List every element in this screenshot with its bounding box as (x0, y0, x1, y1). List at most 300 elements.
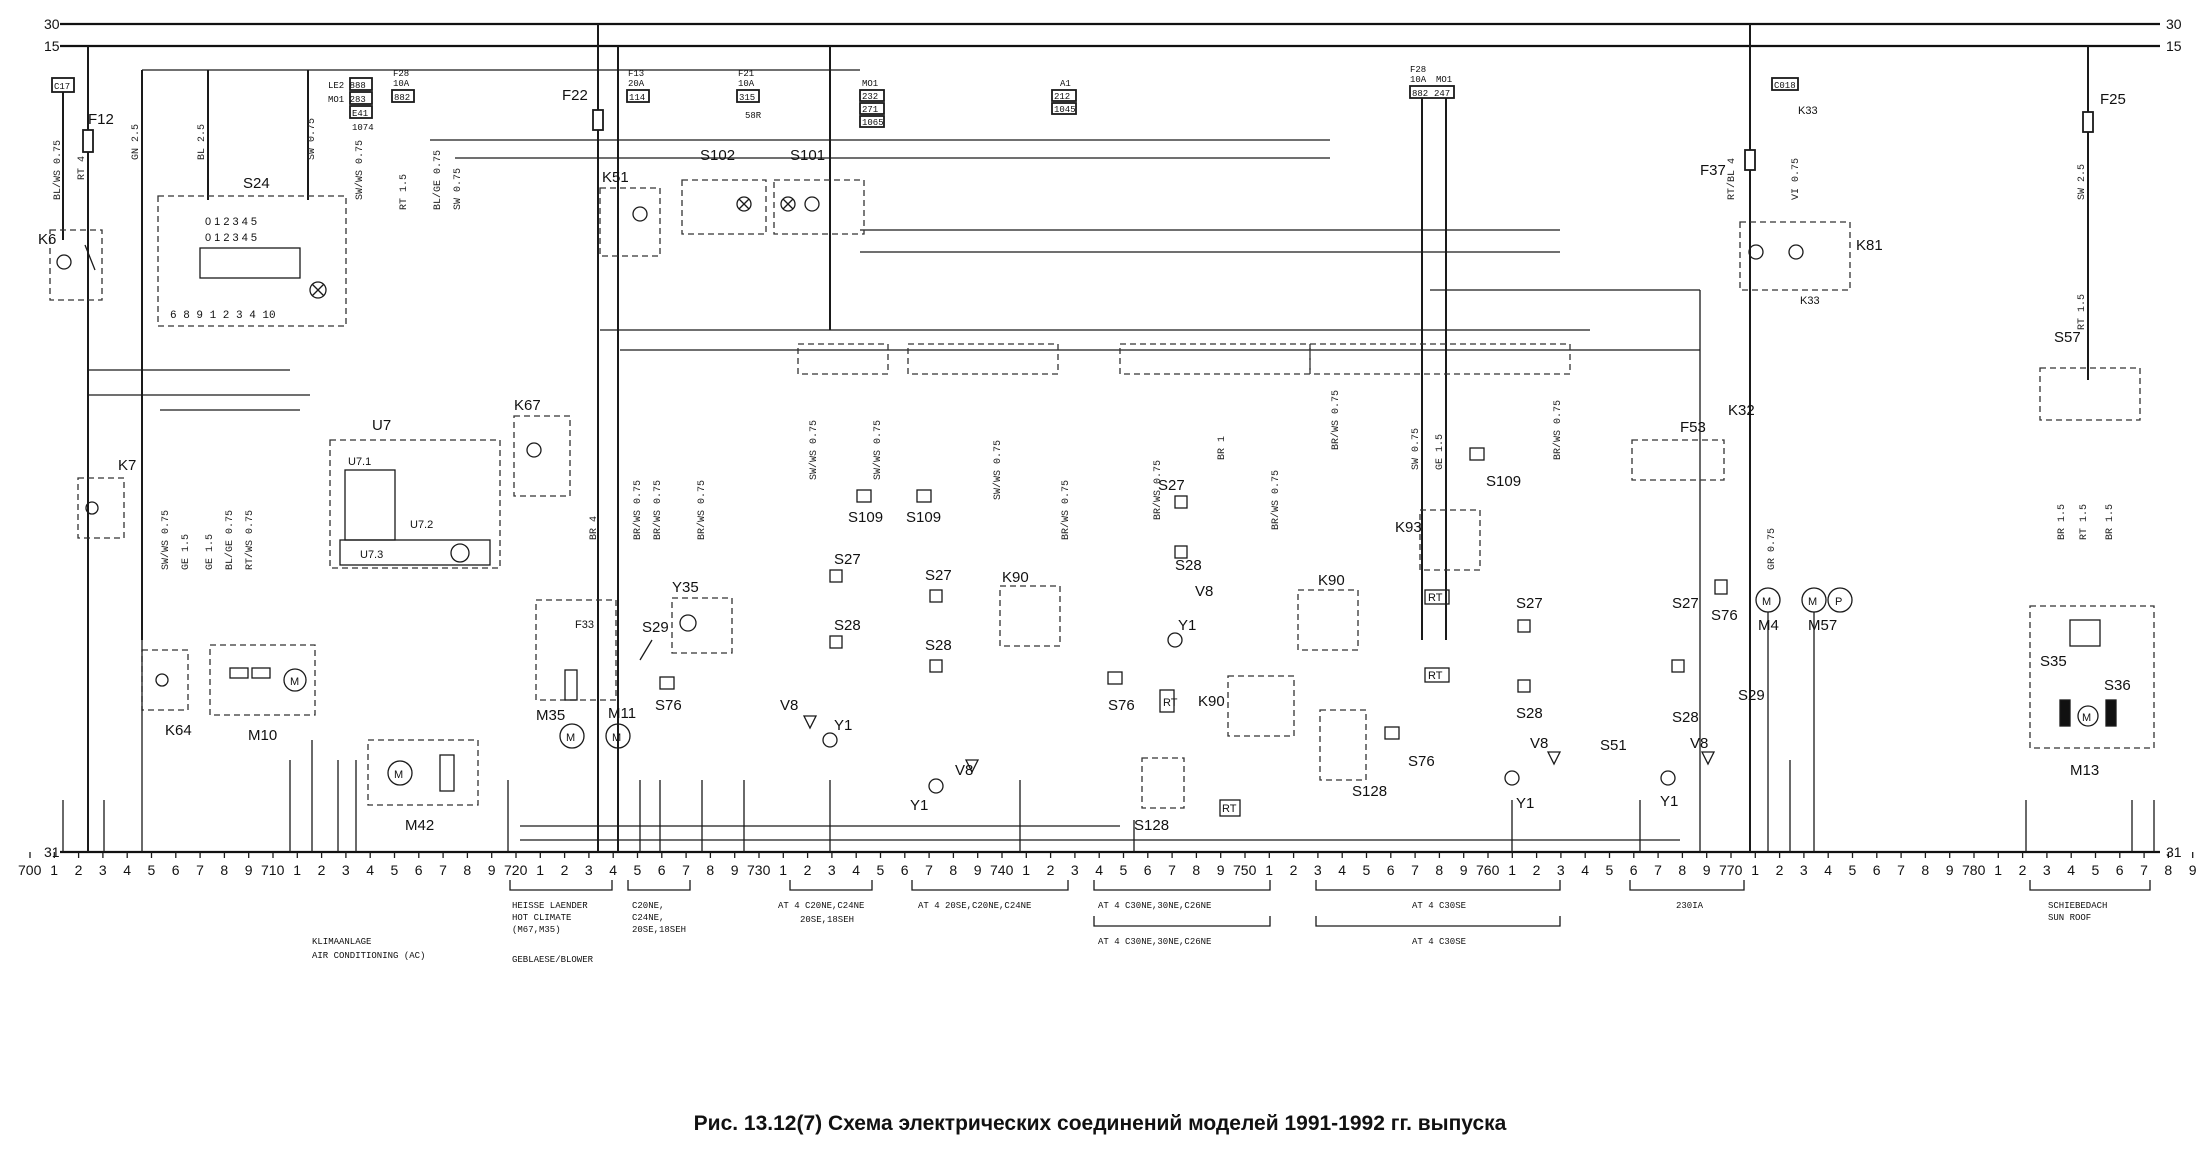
ruler-label: 1 (1751, 862, 1760, 878)
svg-text:M: M (2082, 712, 2092, 724)
ruler-label: 730 (747, 862, 771, 878)
svg-text:30: 30 (2166, 16, 2182, 32)
ruler-label: 8 (949, 862, 958, 878)
svg-text:F25: F25 (2100, 91, 2126, 108)
resistor-f33 (536, 600, 616, 700)
fuse-tag-le2 (328, 78, 374, 133)
svg-text:V8: V8 (1195, 583, 1214, 600)
svg-text:S28: S28 (1672, 709, 1699, 726)
power-bus-30 (44, 16, 2182, 32)
svg-text:S27: S27 (1158, 477, 1185, 494)
ruler-label: 9 (244, 862, 253, 878)
svg-text:GE 1.5: GE 1.5 (1435, 433, 1446, 470)
ruler-label: 710 (261, 862, 285, 878)
svg-text:M35: M35 (536, 707, 566, 724)
at-section-750 (906, 344, 1060, 814)
svg-text:M: M (394, 769, 404, 781)
svg-text:S102: S102 (700, 147, 736, 164)
svg-text:S57: S57 (2054, 329, 2081, 346)
ruler-label: 6 (1386, 862, 1395, 878)
ruler-label: 3 (1556, 862, 1565, 878)
ruler-label: 2 (2018, 862, 2027, 878)
fuse-tag-mo1 (860, 79, 884, 128)
svg-text:20SE,18SEH: 20SE,18SEH (632, 925, 687, 935)
ruler-label: 9 (1459, 862, 1468, 878)
svg-text:F22: F22 (562, 87, 588, 104)
svg-text:BL/GE 0.75: BL/GE 0.75 (225, 509, 236, 570)
ruler-label: 2 (1532, 862, 1541, 878)
svg-text:S27: S27 (1516, 595, 1543, 612)
ruler-label: 7 (1168, 862, 1176, 878)
svg-text:SW 0.75: SW 0.75 (453, 167, 464, 210)
svg-text:S128: S128 (1352, 783, 1388, 800)
ruler-label: 1 (293, 862, 302, 878)
motor-m11 (606, 705, 636, 748)
ruler-label: 7 (925, 862, 933, 878)
svg-text:BR/WS 0.75: BR/WS 0.75 (633, 479, 644, 540)
svg-text:31: 31 (44, 844, 60, 860)
fuse-tag-f28-a (392, 69, 414, 103)
svg-text:SW/WS 0.75: SW/WS 0.75 (993, 439, 1004, 500)
fuse-tag-a1 (1052, 79, 1076, 115)
fuse-f12 (83, 111, 114, 152)
ruler-label: 6 (171, 862, 180, 878)
relay-k81 (1740, 105, 1883, 307)
svg-text:BR 1.5: BR 1.5 (2105, 503, 2116, 540)
svg-text:F13: F13 (628, 69, 645, 79)
svg-text:SW 0.75: SW 0.75 (307, 117, 318, 160)
fuse-f22 (562, 87, 603, 130)
ruler-label: 3 (98, 862, 107, 878)
svg-text:K32: K32 (1728, 402, 1755, 419)
section-label-hot-climate (512, 901, 594, 965)
ruler-label: 8 (706, 862, 715, 878)
ruler-label: 7 (1411, 862, 1419, 878)
ruler-label: 6 (900, 862, 909, 878)
ruler-label: 5 (1119, 862, 1128, 878)
svg-text:K33: K33 (1798, 105, 1818, 117)
motor-m42 (368, 740, 478, 834)
figure-caption: Рис. 13.12(7) Схема электрических соединений моделей 1991-1992 гг. выпуска (693, 1112, 1507, 1135)
ruler-label: 3 (584, 862, 593, 878)
svg-text:M: M (612, 732, 622, 744)
svg-text:S24: S24 (243, 175, 270, 192)
svg-text:S76: S76 (655, 697, 682, 714)
svg-text:20SE,18SEH: 20SE,18SEH (800, 915, 855, 925)
svg-text:S51: S51 (1600, 737, 1627, 754)
ruler-label: 740 (990, 862, 1014, 878)
ruler-label: 4 (1824, 862, 1832, 878)
vertical-feeds (88, 24, 2088, 852)
svg-text:K93: K93 (1395, 519, 1422, 536)
power-bus-15 (44, 38, 2182, 54)
svg-text:230IA: 230IA (1676, 901, 1704, 911)
svg-text:U7.3: U7.3 (360, 549, 384, 561)
svg-text:BR/WS 0.75: BR/WS 0.75 (1061, 479, 1072, 540)
svg-text:K90: K90 (1002, 569, 1029, 586)
at-section-760a (1108, 344, 1310, 834)
svg-text:S109: S109 (848, 509, 884, 526)
fuse-tag-c018 (1772, 78, 1798, 91)
at-section-740 (780, 344, 888, 747)
sunroof-unit (2030, 606, 2154, 779)
svg-text:S28: S28 (925, 637, 952, 654)
ruler-label: 6 (2115, 862, 2124, 878)
svg-text:GE 1.5: GE 1.5 (205, 533, 216, 570)
svg-text:U7: U7 (372, 417, 392, 434)
ruler-label: 4 (852, 862, 860, 878)
svg-text:BL/WS 0.75: BL/WS 0.75 (53, 139, 64, 200)
ruler-label: 3 (1313, 862, 1322, 878)
module-u7 (330, 417, 500, 568)
ruler-label: 780 (1962, 862, 1986, 878)
fuse-tag-f13 (627, 69, 649, 103)
svg-text:S128: S128 (1134, 817, 1170, 834)
svg-text:Y1: Y1 (910, 797, 929, 814)
section-label-sunroof (2048, 901, 2107, 923)
svg-text:S76: S76 (1408, 753, 1435, 770)
svg-text:S27: S27 (925, 567, 952, 584)
svg-text:S28: S28 (834, 617, 861, 634)
svg-text:A1: A1 (1060, 79, 1071, 89)
svg-text:M: M (1762, 596, 1772, 608)
svg-text:315: 315 (739, 93, 756, 103)
svg-text:RT 1.5: RT 1.5 (2079, 503, 2090, 540)
svg-text:V8: V8 (1690, 735, 1709, 752)
relay-k6 (38, 230, 102, 300)
svg-text:GR 0.75: GR 0.75 (1767, 527, 1778, 570)
svg-text:AT 4 C30NE,30NE,C26NE: AT 4 C30NE,30NE,C26NE (1098, 901, 1212, 911)
fuse-tag-f21 (737, 69, 762, 121)
svg-text:RT 4: RT 4 (77, 155, 88, 180)
svg-text:SW/WS 0.75: SW/WS 0.75 (161, 509, 172, 570)
section-label-at-760a (1098, 901, 1211, 911)
ruler-label: 5 (390, 862, 399, 878)
svg-text:15: 15 (44, 38, 60, 54)
svg-text:SW 2.5: SW 2.5 (2077, 163, 2088, 200)
svg-text:M11: M11 (608, 705, 637, 722)
relay-k64 (142, 650, 192, 739)
svg-text:K6: K6 (38, 231, 57, 248)
svg-text:SCHIEBEDACH: SCHIEBEDACH (2048, 901, 2108, 911)
switch-s101 (774, 147, 864, 234)
svg-text:F28: F28 (1410, 65, 1427, 75)
ruler-label: 5 (1362, 862, 1371, 878)
svg-text:Y1: Y1 (1516, 795, 1535, 812)
ruler-label: 2 (1289, 862, 1298, 878)
svg-text:K90: K90 (1318, 572, 1345, 589)
switch-s57 (2040, 329, 2140, 420)
svg-text:SW/WS 0.75: SW/WS 0.75 (809, 419, 820, 480)
svg-text:AT 4 20SE,C20NE,C24NE: AT 4 20SE,C20NE,C24NE (918, 901, 1032, 911)
svg-text:AT 4 C30NE,30NE,C26NE: AT 4 C30NE,30NE,C26NE (1098, 937, 1212, 947)
svg-text:RT/BL 4: RT/BL 4 (1727, 157, 1738, 200)
svg-text:114: 114 (629, 93, 646, 103)
ruler-label: 1 (779, 862, 788, 878)
svg-text:RT/WS 0.75: RT/WS 0.75 (245, 509, 256, 570)
relay-k67 (514, 397, 570, 496)
ruler-label: 8 (2164, 862, 2173, 878)
svg-text:882: 882 (394, 93, 411, 103)
svg-text:RT: RT (1428, 592, 1443, 604)
ground-stubs (63, 612, 2154, 852)
svg-text:Y35: Y35 (672, 579, 699, 596)
svg-text:M: M (290, 676, 300, 688)
svg-text:58R: 58R (745, 111, 762, 121)
ruler-label: 1 (1508, 862, 1517, 878)
svg-text:S76: S76 (1711, 607, 1738, 624)
svg-text:S36: S36 (2104, 677, 2131, 694)
svg-text:SW/WS 0.75: SW/WS 0.75 (873, 419, 884, 480)
svg-text:271: 271 (862, 105, 879, 115)
svg-text:GE 1.5: GE 1.5 (181, 533, 192, 570)
svg-text:RT 1.5: RT 1.5 (2077, 293, 2088, 330)
ground-bus-31 (44, 844, 2182, 860)
relay-k51 (600, 169, 660, 256)
svg-text:0 1 2 3 4 5: 0 1 2 3 4 5 (205, 216, 257, 228)
section-label-at-760b (1098, 937, 1211, 947)
svg-text:BR/WS 0.75: BR/WS 0.75 (1271, 469, 1282, 530)
svg-text:F53: F53 (1680, 419, 1706, 436)
ruler-label: 750 (1233, 862, 1257, 878)
relay-k7 (78, 457, 136, 538)
ruler-label: 3 (1070, 862, 1079, 878)
svg-text:RT: RT (1163, 697, 1178, 709)
svg-text:RT 1.5: RT 1.5 (399, 173, 410, 210)
ruler-label: 9 (730, 862, 739, 878)
ruler-label: 2 (74, 862, 83, 878)
svg-text:BR/WS 0.75: BR/WS 0.75 (1153, 459, 1164, 520)
ruler-label: 4 (2067, 862, 2075, 878)
svg-text:S35: S35 (2040, 653, 2067, 670)
ruler-label: 5 (1605, 862, 1614, 878)
ruler-label: 7 (682, 862, 690, 878)
svg-text:K33: K33 (1800, 295, 1820, 307)
svg-text:M: M (566, 732, 576, 744)
svg-text:F37: F37 (1700, 162, 1726, 179)
ruler-label: 5 (876, 862, 885, 878)
svg-text:MO1: MO1 (1436, 75, 1453, 85)
svg-text:BR 1: BR 1 (1217, 435, 1228, 460)
switch-s29-a (640, 619, 669, 660)
svg-text:K90: K90 (1198, 693, 1225, 710)
ruler-label: 5 (2091, 862, 2100, 878)
svg-text:MO1: MO1 (862, 79, 879, 89)
svg-text:GEBLAESE/BLOWER: GEBLAESE/BLOWER (512, 955, 594, 965)
wire-codes (52, 118, 2116, 570)
switch-s102 (682, 147, 766, 234)
ruler-label: 3 (341, 862, 350, 878)
ruler-label: 760 (1476, 862, 1500, 878)
svg-text:S29: S29 (642, 619, 669, 636)
svg-text:C24NE,: C24NE, (632, 913, 665, 923)
svg-text:LE2 888: LE2 888 (328, 81, 366, 91)
ruler-label: 8 (1435, 862, 1444, 878)
ruler-label: 8 (1678, 862, 1687, 878)
ruler-label: 7 (196, 862, 204, 878)
svg-text:10A: 10A (1410, 75, 1427, 85)
svg-text:Y1: Y1 (1178, 617, 1197, 634)
svg-text:V8: V8 (780, 697, 799, 714)
svg-text:1045: 1045 (1054, 105, 1076, 115)
ruler-label: 2 (1046, 862, 1055, 878)
ruler-label: 4 (366, 862, 374, 878)
svg-text:BR 4: BR 4 (589, 515, 600, 540)
ruler-label: 7 (439, 862, 447, 878)
ruler-label: 9 (2188, 862, 2197, 878)
svg-text:F33: F33 (575, 619, 594, 631)
svg-text:U7.1: U7.1 (348, 456, 372, 468)
section-label-230ia (1676, 901, 1704, 911)
ruler-label: 8 (1192, 862, 1201, 878)
fuse-f25 (2083, 91, 2126, 132)
svg-text:882: 882 (1412, 89, 1429, 99)
ruler-label: 2 (1775, 862, 1784, 878)
svg-text:212: 212 (1054, 92, 1071, 102)
ruler-label: 9 (487, 862, 496, 878)
switch-s76-a (655, 677, 682, 714)
svg-text:SW/WS 0.75: SW/WS 0.75 (355, 139, 366, 200)
svg-text:M: M (1808, 596, 1818, 608)
section-label-at-770a (1412, 901, 1466, 911)
ruler-label: 6 (1872, 862, 1881, 878)
ruler-label: 4 (609, 862, 617, 878)
svg-text:Y1: Y1 (1660, 793, 1679, 810)
svg-text:M13: M13 (2070, 762, 2100, 779)
svg-text:SUN ROOF: SUN ROOF (2048, 913, 2092, 923)
svg-text:232: 232 (862, 92, 879, 102)
svg-text:KLIMAANLAGE: KLIMAANLAGE (312, 937, 372, 947)
svg-text:Y1: Y1 (834, 717, 853, 734)
svg-text:BR/WS 0.75: BR/WS 0.75 (1331, 389, 1342, 450)
ruler-label: 2 (803, 862, 812, 878)
ruler-label: 6 (1143, 862, 1152, 878)
svg-text:K67: K67 (514, 397, 541, 414)
svg-text:0 1 2 3 4 5: 0 1 2 3 4 5 (205, 232, 257, 244)
motor-m35 (536, 707, 584, 748)
svg-text:S28: S28 (1175, 557, 1202, 574)
svg-text:C20NE,: C20NE, (632, 901, 665, 911)
svg-text:F12: F12 (88, 111, 114, 128)
svg-text:AT 4 C30SE: AT 4 C30SE (1412, 937, 1467, 947)
svg-text:BL/GE 0.75: BL/GE 0.75 (433, 149, 444, 210)
section-label-at-770b (1412, 937, 1466, 947)
svg-text:U7.2: U7.2 (410, 519, 434, 531)
svg-text:247: 247 (1434, 89, 1451, 99)
ruler-label: 720 (504, 862, 528, 878)
ruler-label: 1 (536, 862, 545, 878)
svg-text:30: 30 (44, 16, 60, 32)
ruler-label: 4 (123, 862, 131, 878)
valve-y35 (672, 579, 732, 653)
svg-text:P: P (1835, 596, 1843, 608)
switch-s24 (158, 175, 346, 326)
ruler-label: 3 (827, 862, 836, 878)
svg-text:VI 0.75: VI 0.75 (1791, 157, 1802, 200)
ruler-label: 7 (1897, 862, 1905, 878)
ruler-label: 9 (1216, 862, 1225, 878)
section-label-ac (312, 937, 425, 961)
svg-text:AT 4 C30SE: AT 4 C30SE (1412, 901, 1467, 911)
svg-text:20A: 20A (628, 79, 645, 89)
svg-text:M4: M4 (1758, 617, 1779, 634)
section-label-at-750 (918, 901, 1031, 911)
svg-text:SW 0.75: SW 0.75 (1411, 427, 1422, 470)
svg-text:GN 2.5: GN 2.5 (131, 123, 142, 160)
svg-text:V8: V8 (955, 762, 974, 779)
svg-text:S29: S29 (1738, 687, 1765, 704)
ruler-label: 1 (1994, 862, 2003, 878)
svg-text:6 8 9 1 2 3 4 10: 6 8 9 1 2 3 4 10 (170, 310, 276, 322)
ruler-label: 6 (657, 862, 666, 878)
ruler-label: 8 (1921, 862, 1930, 878)
svg-text:F28: F28 (393, 69, 410, 79)
fuse-tag-f28-b (1410, 65, 1454, 640)
svg-text:15: 15 (2166, 38, 2182, 54)
ruler-label: 700 (18, 862, 42, 878)
ruler-label: 9 (1945, 862, 1954, 878)
svg-text:BR/WS 0.75: BR/WS 0.75 (653, 479, 664, 540)
svg-text:HOT CLIMATE: HOT CLIMATE (512, 913, 572, 923)
ruler-label: 1 (1265, 862, 1274, 878)
svg-text:E41: E41 (352, 109, 369, 119)
ruler-label: 3 (2042, 862, 2051, 878)
svg-text:K7: K7 (118, 457, 137, 474)
svg-text:BL 2.5: BL 2.5 (197, 123, 208, 160)
ruler-label: 2 (317, 862, 326, 878)
svg-text:C17: C17 (54, 82, 71, 92)
ruler-label: 770 (1719, 862, 1743, 878)
ruler-label: 3 (1799, 862, 1808, 878)
svg-text:1074: 1074 (352, 123, 374, 133)
section-230ia (1600, 402, 1765, 810)
blower-m10 (210, 645, 315, 744)
svg-text:AIR CONDITIONING (AC): AIR CONDITIONING (AC) (312, 951, 426, 961)
svg-text:10A: 10A (738, 79, 755, 89)
ruler-label: 1 (1022, 862, 1031, 878)
section-brackets (510, 880, 2150, 926)
svg-text:C018: C018 (1774, 81, 1796, 91)
section-label-at-740 (778, 901, 864, 925)
svg-text:S101: S101 (790, 147, 826, 164)
ruler-scale (18, 852, 2200, 878)
svg-text:RT: RT (1428, 670, 1443, 682)
svg-text:K81: K81 (1856, 237, 1883, 254)
svg-text:K64: K64 (165, 722, 192, 739)
svg-text:M57: M57 (1808, 617, 1838, 634)
ruler-label: 8 (220, 862, 229, 878)
ruler-label: 9 (1702, 862, 1711, 878)
svg-text:K51: K51 (602, 169, 629, 186)
ruler-label: 7 (2140, 862, 2148, 878)
ruler-label: 2 (560, 862, 569, 878)
svg-text:S76: S76 (1108, 697, 1135, 714)
motor-m57 (1802, 588, 1852, 634)
svg-text:M10: M10 (248, 727, 278, 744)
svg-text:S109: S109 (906, 509, 942, 526)
ruler-label: 7 (1654, 862, 1662, 878)
svg-text:F21: F21 (738, 69, 755, 79)
ruler-label: 5 (633, 862, 642, 878)
svg-text:AT 4 C20NE,C24NE: AT 4 C20NE,C24NE (778, 901, 865, 911)
section-label-c20ne (632, 901, 686, 935)
svg-text:HEISSE LAENDER: HEISSE LAENDER (512, 901, 588, 911)
svg-text:S28: S28 (1516, 705, 1543, 722)
svg-text:V8: V8 (1530, 735, 1549, 752)
ruler-label: 4 (1581, 862, 1589, 878)
svg-text:(M67,M35): (M67,M35) (512, 925, 561, 935)
svg-text:S109: S109 (1486, 473, 1522, 490)
